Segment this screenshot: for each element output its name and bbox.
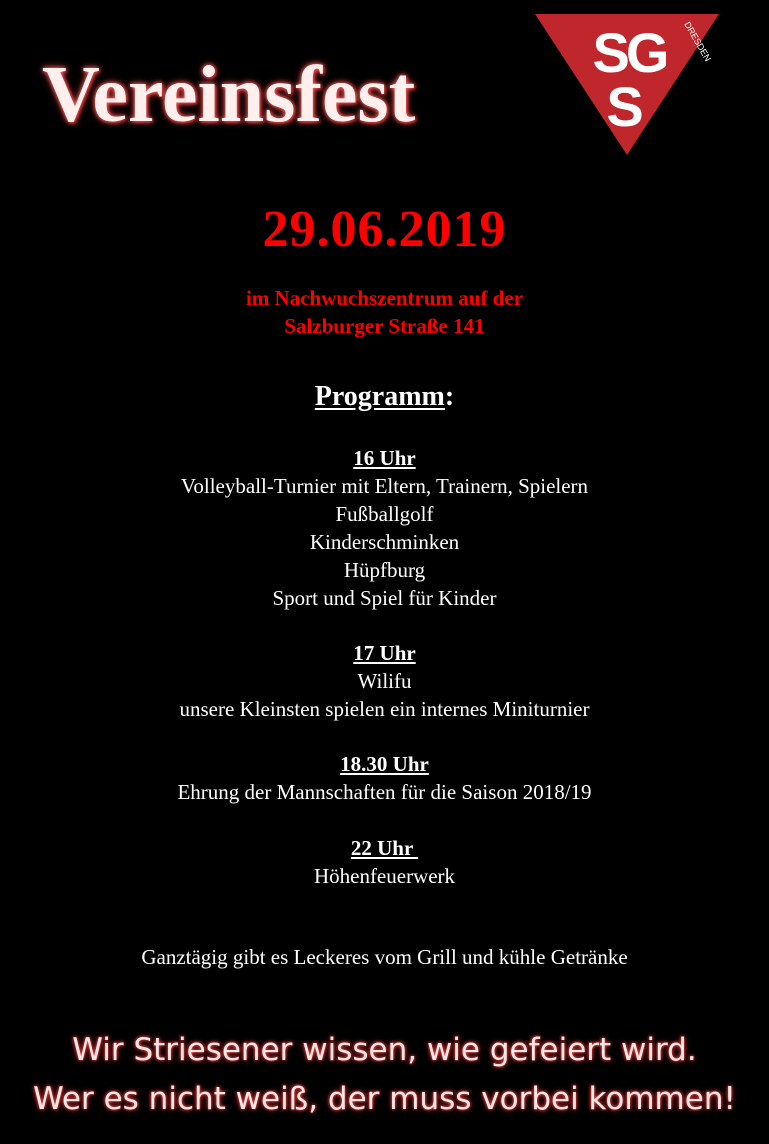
catering-note: Ganztägig gibt es Leckeres vom Grill und kühle Getränke: [141, 945, 628, 969]
program-heading: [0, 380, 769, 414]
event-date: 29.06.2019: [262, 201, 507, 258]
slot-time: 22 Uhr: [350, 836, 419, 860]
slot-item: Kinderschminken: [309, 530, 460, 554]
slot-time: 18.30 Uhr: [340, 752, 429, 776]
slot-item: Ehrung der Mannschaften für die Saison 2018/19: [177, 780, 592, 804]
slot-item: Höhenfeuerwerk: [313, 864, 456, 888]
slot-item: Wilifu: [357, 669, 412, 693]
program-heading-label: Programm: [314, 381, 445, 412]
club-logo: [533, 14, 721, 156]
slot-time: 16 Uhr: [353, 446, 416, 470]
slot-item: Hüpfburg: [343, 558, 426, 582]
program-slot-22: [0, 834, 769, 890]
program-slot-16: [0, 444, 769, 612]
program-heading-colon: :: [444, 381, 455, 412]
program-slot-17: [0, 639, 769, 723]
event-title: Vereinsfest: [42, 51, 416, 139]
slot-item: unsere Kleinsten spielen ein internes Miniturnier: [179, 697, 590, 721]
logo-city: DRESDEN: [682, 20, 713, 64]
slot-item: Sport und Spiel für Kinder: [272, 586, 497, 610]
motto-line-2: Wer es nicht weiß, der muss vorbei kommen!: [33, 1081, 736, 1117]
venue: [0, 284, 769, 340]
program-slot-1830: [0, 750, 769, 806]
logo-letter-bottom: S: [606, 75, 644, 138]
motto-line-1: Wir Striesener wissen, wie gefeiert wird.: [72, 1032, 697, 1068]
slot-time: 17 Uhr: [353, 641, 416, 665]
venue-line-1: im Nachwuchszentrum auf der: [245, 286, 524, 310]
slot-item: Volleyball-Turnier mit Eltern, Trainern, Spielern: [180, 474, 589, 498]
slot-item: Fußballgolf: [335, 502, 434, 526]
venue-line-2: Salzburger Straße 141: [284, 314, 485, 338]
logo-letters-top: SG: [592, 21, 666, 84]
